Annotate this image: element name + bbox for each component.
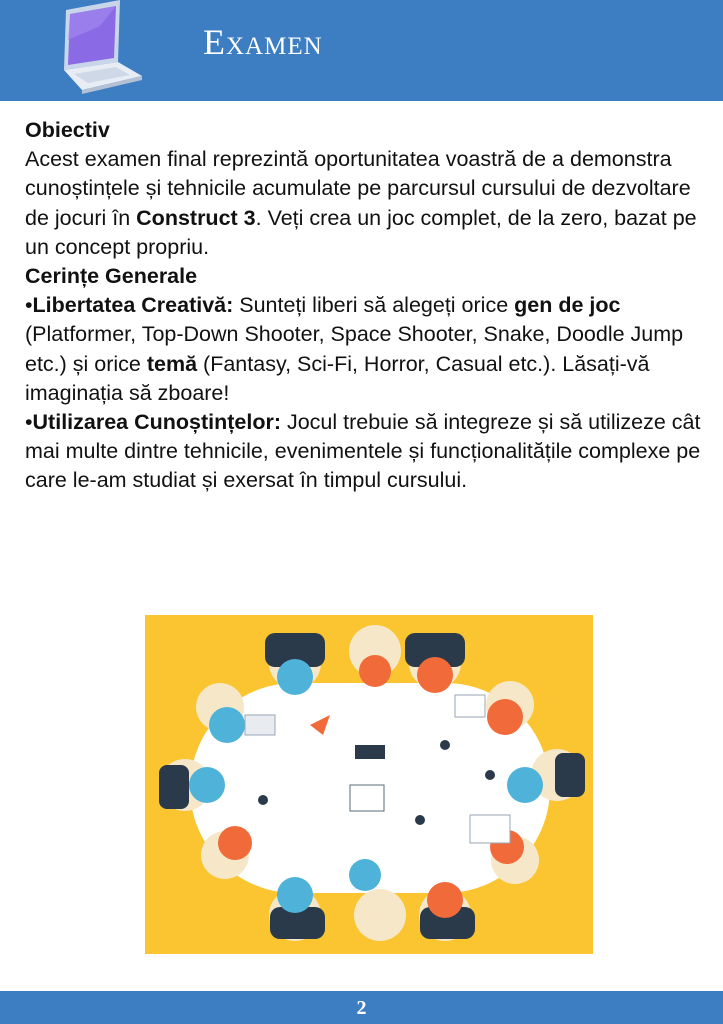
objective-heading: Obiectiv [25, 118, 110, 142]
requirement-highlight: temă [146, 351, 198, 376]
requirement-text: Sunteți liberi să alegeți orice [233, 293, 515, 318]
footer-bar [0, 991, 723, 1024]
requirement-text: (Platformer, Top-Down Shooter, Space Shooter, Snake, Doodle Jump etc.) și orice [25, 322, 684, 376]
requirement-text: Jocul trebuie să integreze și să utilizeze cât mai multe dintre tehnicile, evenimentele și funcționalitățile complexe pe care le-am studiat și exersat în timpul cursului. [25, 410, 701, 493]
objective-highlight: Construct 3 [136, 205, 256, 230]
requirement-label: Libertatea Creativă: [32, 293, 234, 318]
main-content [25, 116, 705, 496]
requirement-item [25, 291, 705, 408]
bullet: • [25, 293, 33, 318]
laptop-icon [44, 0, 144, 100]
objective-section [25, 116, 705, 262]
requirement-highlight: gen de joc [514, 293, 621, 318]
header-bar [0, 0, 723, 101]
page-number: 2 [356, 997, 367, 1019]
objective-text-end: . Veți crea un joc complet, de la zero, bazat pe un concept propriu. [25, 205, 697, 259]
requirement-label: Utilizarea Cunoștințelor: [32, 410, 281, 435]
bullet: • [25, 410, 33, 435]
team-meeting-illustration [145, 615, 593, 954]
objective-text: Acest examen final reprezintă oportunitatea voastră de a demonstra cunoștințele și tehnicile acumulate pe parcursul cursului de dezvoltare de jocuri în [25, 147, 691, 230]
requirement-item [25, 408, 705, 496]
requirements-section [25, 262, 705, 291]
requirements-heading: Cerințe Generale [25, 264, 198, 289]
page-title: Examen [203, 22, 323, 62]
requirement-text: (Fantasy, Sci-Fi, Horror, Casual etc.). Lăsați-vă imaginația să zboare! [25, 351, 650, 405]
